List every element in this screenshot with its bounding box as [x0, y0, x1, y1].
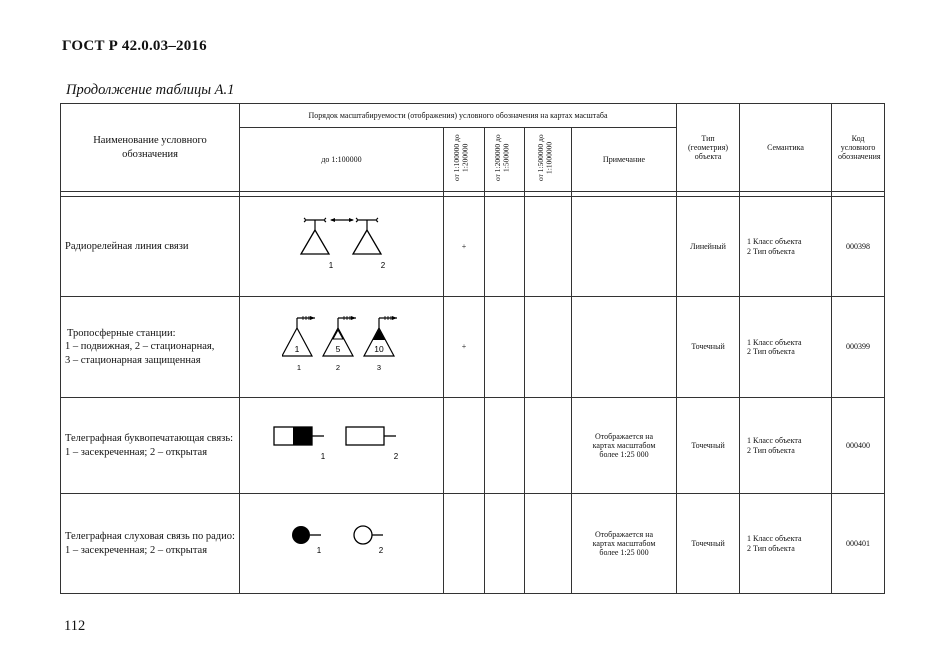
header-scale-2-text: от 1:100000 до 1:200000 — [452, 135, 470, 182]
semantics-line: 1 Класс объекта — [747, 337, 802, 347]
symbol-inner-label: 5 — [335, 343, 340, 354]
row-semantics — [740, 197, 832, 297]
semantics-line: 2 Тип объекта — [747, 445, 795, 455]
header-scale-4-text: от 1:500000 до 1:1000000 — [536, 135, 554, 182]
scale-mark: + — [444, 197, 485, 297]
header-type — [677, 104, 740, 192]
row-type: Точечный — [677, 398, 740, 494]
row-code: 000400 — [832, 398, 885, 494]
table-row — [61, 197, 885, 297]
row-code: 000399 — [832, 297, 885, 398]
symbol-label: 2 — [380, 261, 385, 271]
header-name — [61, 104, 240, 192]
teleprinter-symbol — [272, 421, 412, 467]
row-type: Линейный — [677, 197, 740, 297]
row-name: Тропосферные станции: 1 – подвижная, 2 – стационарная, 3 – стационарная защищенная — [61, 297, 240, 398]
semantics-line: 2 Тип объекта — [747, 246, 795, 256]
header-row-1 — [61, 104, 885, 128]
row-code: 000398 — [832, 197, 885, 297]
symbols-table — [60, 103, 885, 594]
symbol-cell — [240, 398, 444, 494]
row-semantics — [740, 398, 832, 494]
document-title: ГОСТ Р 42.0.03–2016 — [62, 38, 207, 54]
row-name: Телеграфная слуховая связь по радио: 1 – засекреченная; 2 – открытая — [61, 494, 240, 594]
row-name: Телеграфная буквопечатающая связь: 1 – засекреченная; 2 – открытая — [61, 398, 240, 494]
row-semantics — [740, 494, 832, 594]
semantics-line: 2 Тип объекта — [747, 543, 795, 553]
page-number: 112 — [64, 618, 86, 634]
row-code: 000401 — [832, 494, 885, 594]
row-note — [572, 197, 677, 297]
scale-mark — [444, 398, 485, 494]
tropospheric-station-symbol — [282, 314, 402, 378]
table-row — [61, 297, 885, 398]
header-name-text: Наименование условного обозначения — [93, 135, 207, 160]
scale-mark: + — [444, 297, 485, 398]
row-type: Точечный — [677, 494, 740, 594]
table-continuation-caption: Продолжение таблицы А.1 — [66, 82, 235, 98]
header-code — [832, 104, 885, 192]
row-note — [572, 297, 677, 398]
header-scale-3 — [485, 128, 525, 192]
semantics-line: 1 Класс объекта — [747, 534, 802, 544]
header-type-text: Тип (геометрия) объекта — [687, 133, 729, 162]
symbol-inner-label: 1 — [294, 343, 299, 354]
symbol-label: 1 — [328, 261, 333, 271]
header-code-text: Код условного обозначения — [838, 133, 881, 162]
symbol-label: 1 — [320, 452, 325, 462]
symbol-inner-label: 10 — [373, 343, 384, 354]
symbol-label: 2 — [378, 546, 383, 556]
row-semantics — [740, 297, 832, 398]
semantics-line: 1 Класс объекта — [747, 237, 802, 247]
header-scale-1: до 1:100000 — [240, 128, 444, 192]
radio-relay-symbol — [287, 210, 397, 280]
symbol-cell — [240, 297, 444, 398]
table-row — [61, 398, 885, 494]
radio-telegraph-symbol — [287, 519, 397, 565]
row-type: Точечный — [677, 297, 740, 398]
row-note: Отображается на картах масштабом более 1:25 000 — [572, 398, 677, 494]
row-note: Отображается на картах масштабом более 1:25 000 — [572, 494, 677, 594]
header-note: Примечание — [572, 128, 677, 192]
row-name: Радиорелейная линия связи — [61, 197, 240, 297]
symbol-cell — [240, 494, 444, 594]
header-scale-4 — [525, 128, 572, 192]
symbol-label: 1 — [316, 546, 321, 556]
table-row — [61, 494, 885, 594]
header-scale-2 — [444, 128, 485, 192]
semantics-line: 1 Класс объекта — [747, 436, 802, 446]
semantics-line: 2 Тип объекта — [747, 347, 795, 356]
symbol-label: 3 — [376, 362, 381, 372]
symbol-label: 2 — [335, 362, 340, 372]
scale-mark — [444, 494, 485, 594]
header-scale-group: Порядок масштабируемости (отображения) условного обозначения на картах масштаба — [240, 104, 677, 128]
header-semantics: Семантика — [740, 104, 832, 192]
symbol-label: 2 — [393, 452, 398, 462]
symbol-label: 1 — [296, 362, 301, 372]
header-scale-3-text: от 1:200000 до 1:500000 — [492, 135, 511, 182]
symbol-cell — [240, 197, 444, 297]
